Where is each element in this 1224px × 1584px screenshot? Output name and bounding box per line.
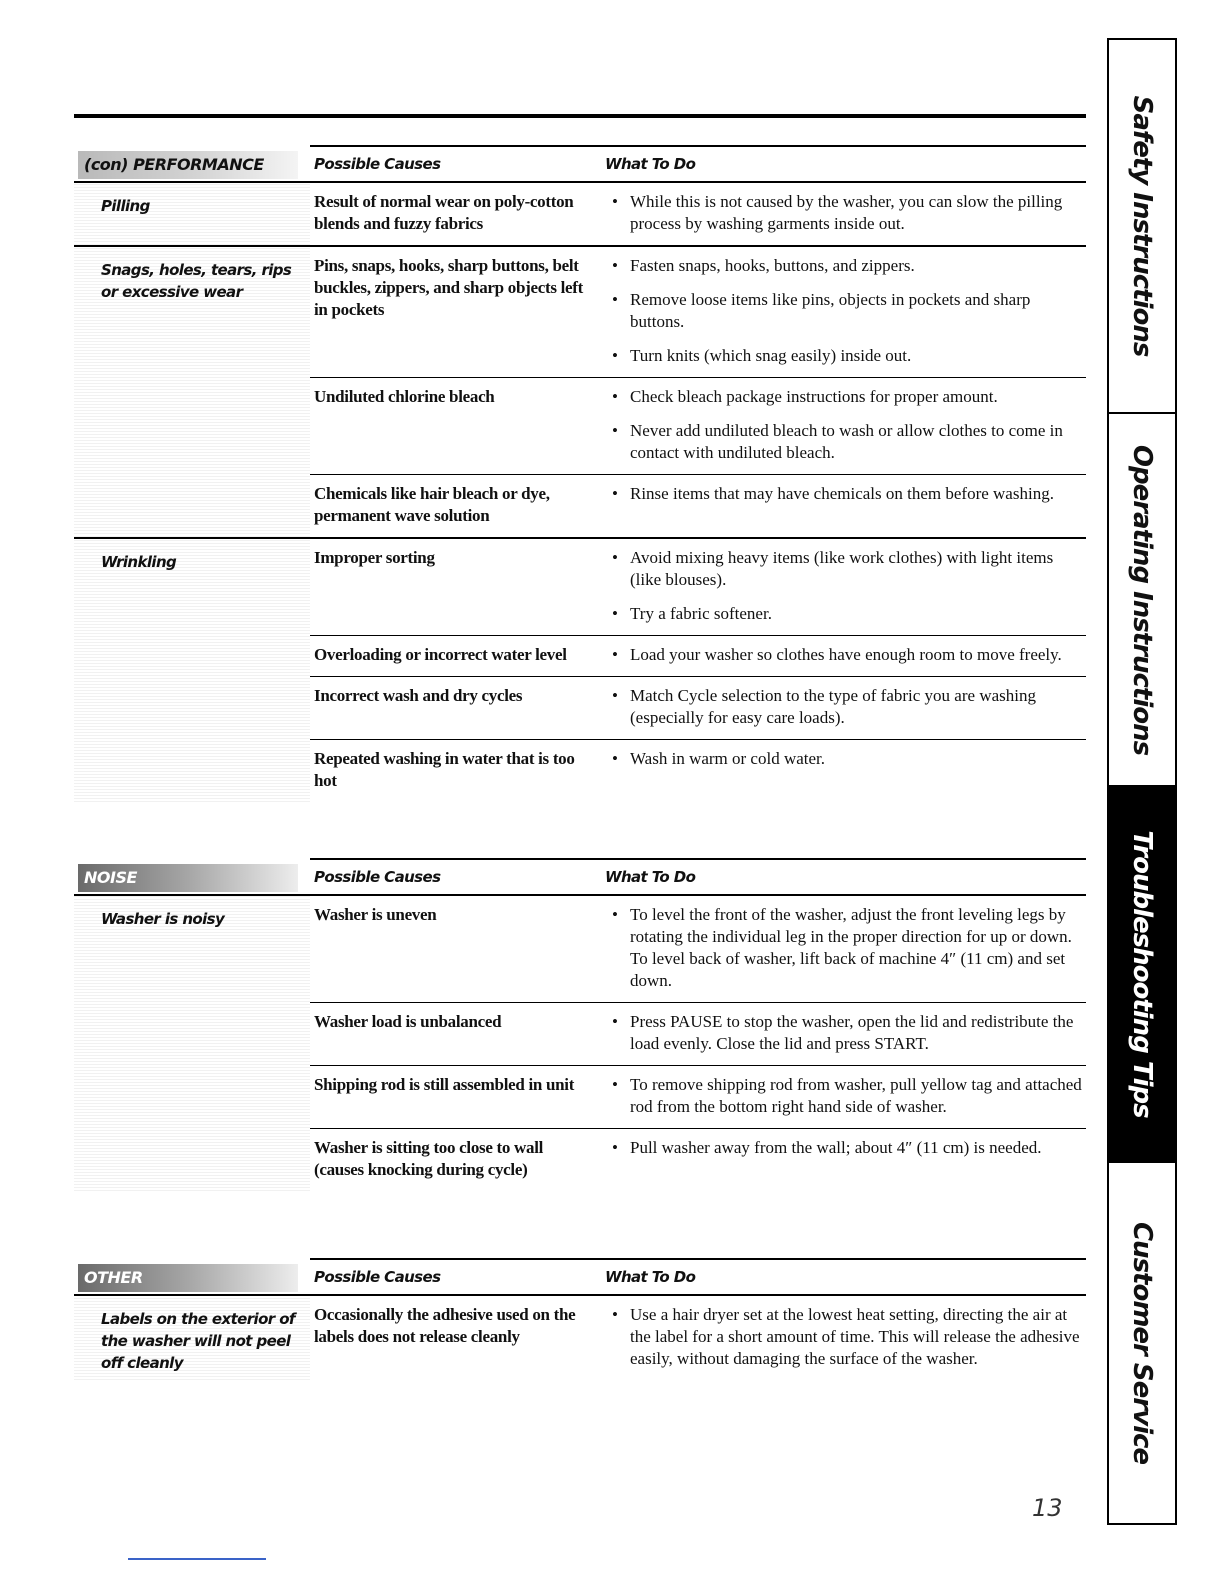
possible-cause: Incorrect wash and dry cycles bbox=[314, 686, 523, 705]
cause-row bbox=[310, 896, 1086, 1002]
what-to-do-heading: What To Do bbox=[605, 1268, 696, 1286]
cause-row bbox=[310, 1002, 1086, 1065]
side-tab-troubleshooting-tips[interactable] bbox=[1109, 787, 1175, 1163]
possible-causes-heading: Possible Causes bbox=[314, 1268, 441, 1286]
cause-row bbox=[310, 676, 1086, 739]
what-to-do bbox=[590, 1066, 1086, 1128]
what-to-do bbox=[590, 740, 1086, 802]
todo-bullet: • Check bleach package instructions for proper amount. bbox=[610, 386, 1082, 408]
possible-cause: Undiluted chlorine bleach bbox=[314, 387, 495, 406]
side-tab-strip bbox=[1107, 38, 1177, 1525]
section-title: OTHER bbox=[78, 1264, 298, 1292]
problem-row bbox=[74, 1296, 1086, 1380]
todo-bullet: • Use a hair dryer set at the lowest heat setting, directing the air at the label for a short amount of time. This will release the adhesive easily, without damaging the surface of the washer. bbox=[610, 1304, 1082, 1370]
problem-label: Wrinkling bbox=[74, 539, 310, 802]
possible-cause: Chemicals like hair bleach or dye, permanent wave solution bbox=[314, 484, 550, 525]
side-tab-label: Troubleshooting Tips bbox=[1127, 830, 1157, 1118]
possible-cause: Pins, snaps, hooks, sharp buttons, belt buckles, zippers, and sharp objects left in pockets bbox=[314, 256, 583, 319]
cause-row bbox=[310, 183, 1086, 245]
side-tab-label: Customer Service bbox=[1127, 1221, 1157, 1465]
what-to-do bbox=[590, 539, 1086, 635]
possible-cause: Washer load is unbalanced bbox=[314, 1012, 502, 1031]
what-to-do bbox=[590, 1129, 1086, 1191]
side-tab-safety-instructions[interactable] bbox=[1109, 40, 1175, 414]
cause-row bbox=[310, 739, 1086, 802]
what-to-do bbox=[590, 1003, 1086, 1065]
causes-column bbox=[310, 183, 1086, 245]
todo-bullet: • Remove loose items like pins, objects in pockets and sharp buttons. bbox=[610, 289, 1082, 333]
side-tab-label: Safety Instructions bbox=[1127, 95, 1157, 357]
cause-row bbox=[310, 1296, 1086, 1380]
what-to-do bbox=[590, 183, 1086, 245]
cause-row bbox=[310, 635, 1086, 676]
what-to-do-heading: What To Do bbox=[605, 155, 696, 173]
possible-cause: Repeated washing in water that is too hot bbox=[314, 749, 575, 790]
todo-bullet: • Match Cycle selection to the type of fabric you are washing (especially for easy care loads). bbox=[610, 685, 1082, 729]
todo-bullet: • Avoid mixing heavy items (like work clothes) with light items (like blouses). bbox=[610, 547, 1082, 591]
section-header bbox=[74, 145, 1086, 183]
header-top-rule bbox=[310, 145, 1086, 147]
problem-row bbox=[74, 245, 1086, 537]
side-tab-customer-service[interactable] bbox=[1109, 1163, 1175, 1523]
section-title: NOISE bbox=[78, 864, 298, 892]
what-to-do bbox=[590, 896, 1086, 1002]
section-header bbox=[74, 858, 1086, 896]
possible-cause: Washer is sitting too close to wall (causes knocking during cycle) bbox=[314, 1138, 544, 1179]
header-top-rule bbox=[310, 858, 1086, 860]
what-to-do bbox=[590, 247, 1086, 377]
section-body bbox=[74, 896, 1086, 1191]
possible-cause: Overloading or incorrect water level bbox=[314, 645, 567, 664]
side-tab-operating-instructions[interactable] bbox=[1109, 414, 1175, 787]
footer-mark bbox=[128, 1558, 266, 1560]
causes-column bbox=[310, 539, 1086, 802]
what-to-do bbox=[590, 677, 1086, 739]
todo-bullet: • While this is not caused by the washer, you can slow the pilling process by washing garments inside out. bbox=[610, 191, 1082, 235]
what-to-do bbox=[590, 1296, 1086, 1380]
possible-cause: Washer is uneven bbox=[314, 905, 437, 924]
todo-bullet: • Try a fabric softener. bbox=[610, 603, 1082, 625]
side-tab-label: Operating Instructions bbox=[1127, 444, 1157, 755]
section-performance bbox=[74, 145, 1086, 802]
cause-row bbox=[310, 1065, 1086, 1128]
what-to-do bbox=[590, 636, 1086, 676]
problem-row bbox=[74, 896, 1086, 1191]
problem-row bbox=[74, 183, 1086, 245]
todo-bullet: • Wash in warm or cold water. bbox=[610, 748, 1082, 770]
cause-row bbox=[310, 247, 1086, 377]
cause-row bbox=[310, 1128, 1086, 1191]
page-number: 13 bbox=[1032, 1494, 1063, 1522]
causes-column bbox=[310, 1296, 1086, 1380]
causes-column bbox=[310, 896, 1086, 1191]
what-to-do bbox=[590, 475, 1086, 537]
cause-row bbox=[310, 539, 1086, 635]
problem-row bbox=[74, 537, 1086, 802]
todo-bullet: • Fasten snaps, hooks, buttons, and zippers. bbox=[610, 255, 1082, 277]
causes-column bbox=[310, 247, 1086, 537]
possible-causes-heading: Possible Causes bbox=[314, 155, 441, 173]
possible-cause: Shipping rod is still assembled in unit bbox=[314, 1075, 575, 1094]
todo-bullet: • To remove shipping rod from washer, pull yellow tag and attached rod from the bottom right hand side of washer. bbox=[610, 1074, 1082, 1118]
possible-cause: Improper sorting bbox=[314, 548, 435, 567]
problem-label: Pilling bbox=[74, 183, 310, 245]
top-rule bbox=[74, 114, 1086, 118]
todo-bullet: • Load your washer so clothes have enough room to move freely. bbox=[610, 644, 1082, 666]
section-header bbox=[74, 1258, 1086, 1296]
problem-label: Washer is noisy bbox=[74, 896, 310, 1191]
section-body bbox=[74, 183, 1086, 802]
cause-row bbox=[310, 377, 1086, 474]
todo-bullet: • To level the front of the washer, adjust the front leveling legs by rotating the individual leg in the proper direction for up or down. To level back of washer, lift back of machine 4″ (11 cm) and set down. bbox=[610, 904, 1082, 992]
header-top-rule bbox=[310, 1258, 1086, 1260]
what-to-do bbox=[590, 378, 1086, 474]
section-other bbox=[74, 1258, 1086, 1380]
possible-cause: Result of normal wear on poly-cotton blends and fuzzy fabrics bbox=[314, 192, 574, 233]
cause-row bbox=[310, 474, 1086, 537]
todo-bullet: • Rinse items that may have chemicals on them before washing. bbox=[610, 483, 1082, 505]
section-body bbox=[74, 1296, 1086, 1380]
todo-bullet: • Never add undiluted bleach to wash or allow clothes to come in contact with undiluted bleach. bbox=[610, 420, 1082, 464]
todo-bullet: • Turn knits (which snag easily) inside out. bbox=[610, 345, 1082, 367]
problem-label: Snags, holes, tears, rips or excessive wear bbox=[74, 247, 310, 537]
section-noise bbox=[74, 858, 1086, 1191]
todo-bullet: • Pull washer away from the wall; about 4″ (11 cm) is needed. bbox=[610, 1137, 1082, 1159]
what-to-do-heading: What To Do bbox=[605, 868, 696, 886]
possible-causes-heading: Possible Causes bbox=[314, 868, 441, 886]
todo-bullet: • Press PAUSE to stop the washer, open the lid and redistribute the load evenly. Close the lid and press START. bbox=[610, 1011, 1082, 1055]
section-title: (con) PERFORMANCE bbox=[78, 151, 298, 179]
possible-cause: Occasionally the adhesive used on the labels does not release cleanly bbox=[314, 1305, 576, 1346]
problem-label: Labels on the exterior of the washer will not peel off cleanly bbox=[74, 1296, 310, 1380]
